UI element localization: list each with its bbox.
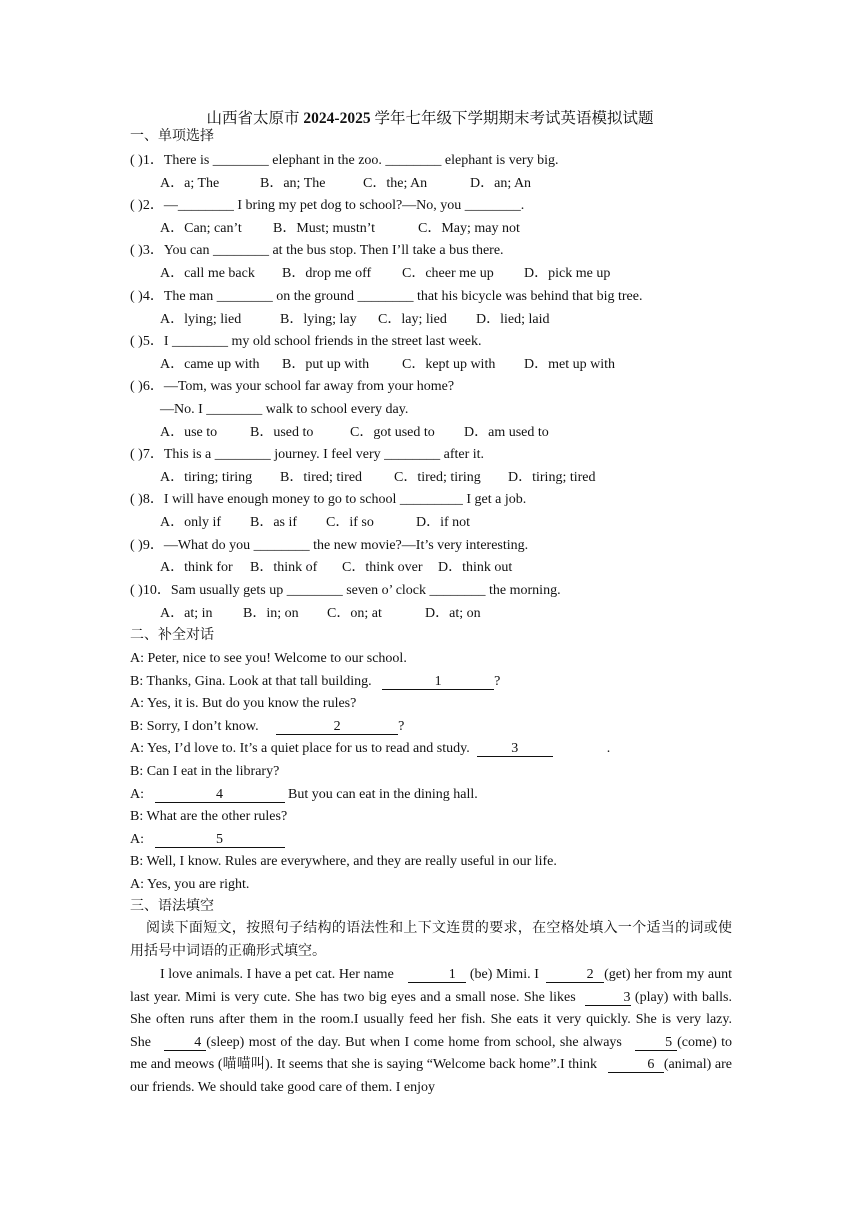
- option: A．use to: [160, 425, 218, 440]
- section-heading-2: 二、补全对话: [130, 628, 214, 643]
- option: D．lied; laid: [476, 312, 550, 327]
- option: A．call me back: [160, 266, 255, 281]
- option: C．lay; lied: [378, 312, 447, 327]
- question-3: ( )3．You can ________ at the bus stop. Then I’ll take a bus there.: [130, 243, 504, 258]
- grammar-blank-4[interactable]: 4: [164, 1036, 206, 1051]
- options-8: [160, 514, 470, 532]
- grammar-blank-2[interactable]: 2: [546, 968, 604, 983]
- dialogue-line: B: Well, I know. Rules are everywhere, and they are really useful in our life.: [130, 854, 557, 869]
- option: C．if so: [326, 515, 374, 530]
- option: B．an; The: [260, 176, 326, 191]
- question-7: ( )7．This is a ________ journey. I feel very ________ after it.: [130, 447, 485, 462]
- dialogue-line: A: Yes, you are right.: [130, 877, 250, 892]
- options-4: [160, 311, 550, 329]
- option: A．tiring; tiring: [160, 470, 253, 485]
- option: A．only if: [160, 515, 222, 530]
- option: D．think out: [438, 560, 513, 575]
- options-5: [160, 356, 615, 374]
- option: C．May; may not: [418, 221, 520, 236]
- question-4: ( )4．The man ________ on the ground ________ that his bicycle was behind that big tree.: [130, 289, 643, 304]
- options-10: [160, 605, 481, 623]
- options-6: [160, 424, 549, 442]
- options-3: [160, 265, 610, 283]
- grammar-passage: I love animals. I have a pet cat. Her name 1 (be) Mimi. I 2 (get) her from my aunt last year. Mimi is very cute. She has two big eyes and a small nose. She likes 3 (play) with balls. She often runs after them in the room.I usually feed her fish. She eats it very quickly. She is very lazy. She 4 (sleep) most of the day. But when I come home from school, she always 5 (come) to me and meows (喵喵叫). It seems that she is saying “Welcome back home”.I think 6 (animal) are our friends. We should take good care of them. I enjoy: [130, 967, 733, 1095]
- option: C．tired; tiring: [394, 470, 481, 485]
- options-9: [160, 559, 512, 577]
- grammar-blank-3[interactable]: 3: [585, 991, 631, 1006]
- question-10: ( )10．Sam usually gets up ________ seven o’ clock ________ the morning.: [130, 583, 561, 598]
- option: D．met up with: [524, 357, 615, 372]
- question-6: ( )6．—Tom, was your school far away from your home?: [130, 379, 455, 394]
- dialogue-line: B: Thanks, Gina. Look at that tall building. 1 ?: [130, 674, 501, 689]
- option: C．kept up with: [402, 357, 496, 372]
- dialogue-line: A: 4 But you can eat in the dining hall.: [130, 787, 478, 802]
- option: D．an; An: [470, 176, 532, 191]
- dialogue-line: A: Peter, nice to see you! Welcome to our school.: [130, 651, 407, 666]
- option: A．lying; lied: [160, 312, 242, 327]
- option: C．cheer me up: [402, 266, 494, 281]
- option: D．pick me up: [524, 266, 611, 281]
- title-prefix: 山西省太原市: [206, 110, 304, 127]
- blank-4[interactable]: 4: [155, 788, 285, 803]
- option: B．in; on: [243, 606, 299, 621]
- grammar-blank-6[interactable]: 6: [608, 1058, 664, 1073]
- option: A．at; in: [160, 606, 213, 621]
- option: C．on; at: [327, 606, 382, 621]
- question-2: ( )2．—________ I bring my pet dog to school?—No, you ________.: [130, 198, 525, 213]
- option: D．tiring; tired: [508, 470, 596, 485]
- dialogue-line: A: Yes, it is. But do you know the rules?: [130, 696, 357, 711]
- option: B．tired; tired: [280, 470, 363, 485]
- dialogue-line: B: Sorry, I don’t know. 2 ?: [130, 719, 405, 734]
- option: B．put up with: [282, 357, 370, 372]
- title-year: 2024-2025: [303, 110, 371, 127]
- page-title: [0, 106, 860, 128]
- option: A．came up with: [160, 357, 260, 372]
- option: A．Can; can’t: [160, 221, 242, 236]
- grammar-blank-5[interactable]: 5: [635, 1036, 677, 1051]
- option: B．lying; lay: [280, 312, 357, 327]
- dialogue-line: A: Yes, I’d love to. It’s a quiet place for us to read and study. 3 .: [130, 741, 611, 756]
- option: A．think for: [160, 560, 233, 575]
- options-7: [160, 469, 596, 487]
- question-1: ( )1．There is ________ elephant in the zoo. ________ elephant is very big.: [130, 153, 559, 168]
- section-heading-3: 三、语法填空: [130, 899, 214, 914]
- dialogue-line: B: What are the other rules?: [130, 809, 288, 824]
- question-9: ( )9．—What do you ________ the new movie?—It’s very interesting.: [130, 538, 529, 553]
- option: B．used to: [250, 425, 314, 440]
- dialogue-line: A: 5: [130, 831, 285, 849]
- options-2: [160, 220, 520, 238]
- option: B．drop me off: [282, 266, 372, 281]
- option: D．at; on: [425, 606, 481, 621]
- options-1: [160, 175, 531, 193]
- option: A．a; The: [160, 176, 220, 191]
- option: C．got used to: [350, 425, 435, 440]
- section-heading-1: 一、单项选择: [130, 129, 214, 144]
- option: C．think over: [342, 560, 423, 575]
- blank-3[interactable]: 3: [477, 742, 553, 757]
- option: C．the; An: [363, 176, 428, 191]
- question-6-line2: —No. I ________ walk to school every day.: [160, 402, 409, 417]
- option: B．Must; mustn’t: [273, 221, 376, 236]
- question-8: ( )8．I will have enough money to go to school _________ I get a job.: [130, 492, 527, 507]
- question-5: ( )5．I ________ my old school friends in the street last week.: [130, 334, 482, 349]
- blank-5[interactable]: 5: [155, 833, 285, 848]
- option: D．am used to: [464, 425, 549, 440]
- option: B．as if: [250, 515, 298, 530]
- option: D．if not: [416, 515, 471, 530]
- grammar-blank-1[interactable]: 1: [408, 968, 466, 983]
- blank-1[interactable]: 1: [382, 675, 494, 690]
- blank-2[interactable]: 2: [276, 720, 398, 735]
- dialogue-line: B: Can I eat in the library?: [130, 764, 280, 779]
- option: B．think of: [250, 560, 318, 575]
- grammar-instructions: 阅读下面短文，按照句子结构的语法性和上下文连贯的要求，在空格处填入一个适当的词或使用括号中词语的正确形式填空。: [130, 921, 732, 959]
- title-suffix: 学年七年级下学期期末考试英语模拟试题: [370, 110, 654, 127]
